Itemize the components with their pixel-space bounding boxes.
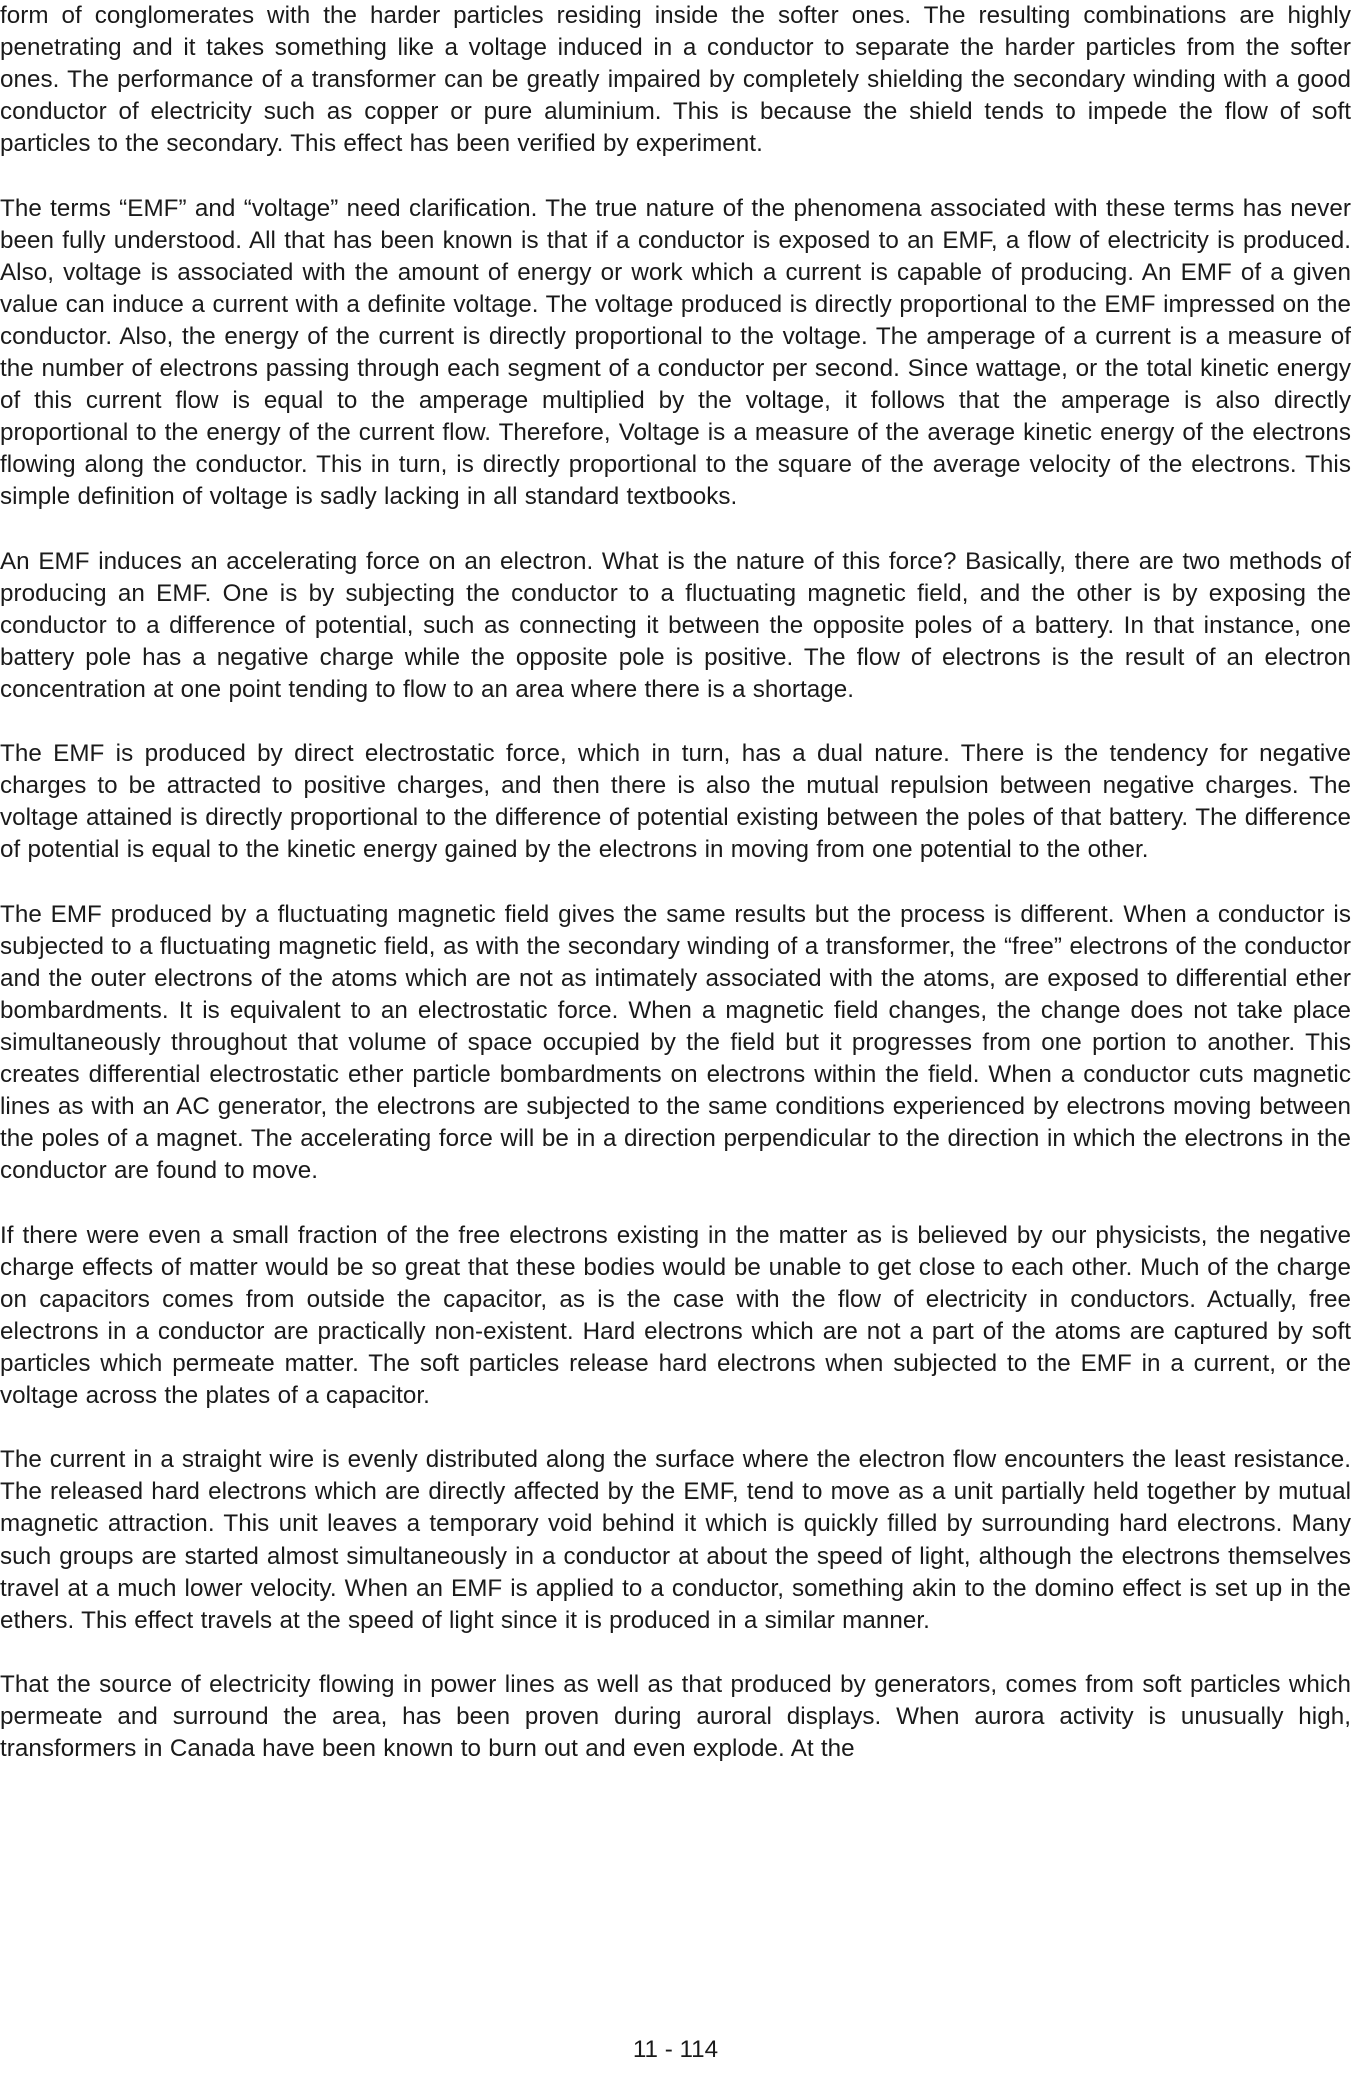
paragraph-7: The current in a straight wire is evenly distributed along the surface where the electron flow encounters the least resistance. The released hard electrons which are directly affected by the EMF, tend to move as a unit partially held together by mutual magnetic attraction. This unit leaves a temporary void behind it which is quickly filled by surrounding hard electrons. Many such groups are started almost simultaneously in a conductor at about the speed of light, although the electrons themselves travel at a much lower velocity. When an EMF is applied to a conductor, something akin to the domino effect is set up in the ethers. This effect travels at the speed of light since it is produced in a similar manner. xyxy=(0,1446,1351,1634)
paragraph-5: The EMF produced by a fluctuating magnetic field gives the same results but the process is different. When a conductor is subjected to a fluctuating magnetic field, as with the secondary winding of a transformer, the “free” electrons of the conductor and the outer electrons of the atoms which are not as intimately associated with the atoms, are exposed to differential ether bombardments. It is equivalent to an electrostatic force. When a magnetic field changes, the change does not take place simultaneously throughout that volume of space occupied by the field but it progresses from one portion to another. This creates differential electrostatic ether particle bombardments on electrons within the field. When a conductor cuts magnetic lines as with an AC generator, the electrons are subjected to the same conditions experienced by electrons moving between the poles of a magnet. The accelerating force will be in a direction perpendicular to the direction in which the electrons in the conductor are found to move. xyxy=(0,900,1351,1185)
paragraph-6: If there were even a small fraction of the free electrons existing in the matter as is believed by our physicists, the negative charge effects of matter would be so great that these bodies would be unable to get close to each other. Much of the charge on capacitors comes from outside the capacitor, as is the case with the flow of electricity in conductors. Actually, free electrons in a conductor are practically non-existent. Hard electrons which are not a part of the atoms are captured by soft particles which permeate matter. The soft particles release hard electrons when subjected to the EMF in a current, or the voltage across the plates of a capacitor. xyxy=(0,1221,1351,1410)
paragraph-2: The terms “EMF” and “voltage” need clarification. The true nature of the phenomena associated with these terms has never been fully understood. All that has been known is that if a conductor is exposed to an EMF, a flow of electricity is produced. Also, voltage is associated with the amount of energy or work which a current is capable of producing. An EMF of a given value can induce a current with a definite voltage. The voltage produced is directly proportional to the EMF impressed on the conductor. Also, the energy of the current is directly proportional to the voltage. The amperage of a current is a measure of the number of electrons passing through each segment of a conductor per second. Since wattage, or the total kinetic energy of this current flow is equal to the amperage multiplied by the voltage, it follows that the amperage is also directly proportional to the energy of the current flow. Therefore, Voltage is a measure of the average kinetic energy of the electrons flowing along the conductor. This in turn, is directly proportional to the square of the average velocity of the electrons. This simple definition of voltage is sadly lacking in all standard textbooks. xyxy=(0,194,1351,511)
page-number: 11 - 114 xyxy=(632,2036,719,2063)
paragraph-8: That the source of electricity flowing in power lines as well as that produced by generators, comes from soft particles which permeate and surround the area, has been proven during auroral displays. When aurora activity is unusually high, transformers in Canada have been known to burn out and even explode. At the xyxy=(0,1670,1351,1763)
paragraph-1: form of conglomerates with the harder particles residing inside the softer ones. The resulting combinations are highly penetrating and it takes something like a voltage induced in a conductor to separate the harder particles from the softer ones. The performance of a transformer can be greatly impaired by completely shielding the secondary winding with a good conductor of electricity such as copper or pure aluminium. This is because the shield tends to impede the flow of soft particles to the secondary. This effect has been verified by experiment. xyxy=(0,2,1351,158)
paragraph-4: The EMF is produced by direct electrostatic force, which in turn, has a dual nature. There is the tendency for negative charges to be attracted to positive charges, and then there is also the mutual repulsion between negative charges. The voltage attained is directly proportional to the difference of potential existing between the poles of that battery. The difference of potential is equal to the kinetic energy gained by the electrons in moving from one potential to the other. xyxy=(0,740,1351,864)
paragraph-3: An EMF induces an accelerating force on an electron. What is the nature of this force? Basically, there are two methods of producing an EMF. One is by subjecting the conductor to a fluctuating magnetic field, and the other is by exposing the conductor to a difference of potential, such as connecting it between the opposite poles of a battery. In that instance, one battery pole has a negative charge while the opposite pole is positive. The flow of electrons is the result of an electron concentration at one point tending to flow to an area where there is a shortage. xyxy=(0,547,1351,703)
